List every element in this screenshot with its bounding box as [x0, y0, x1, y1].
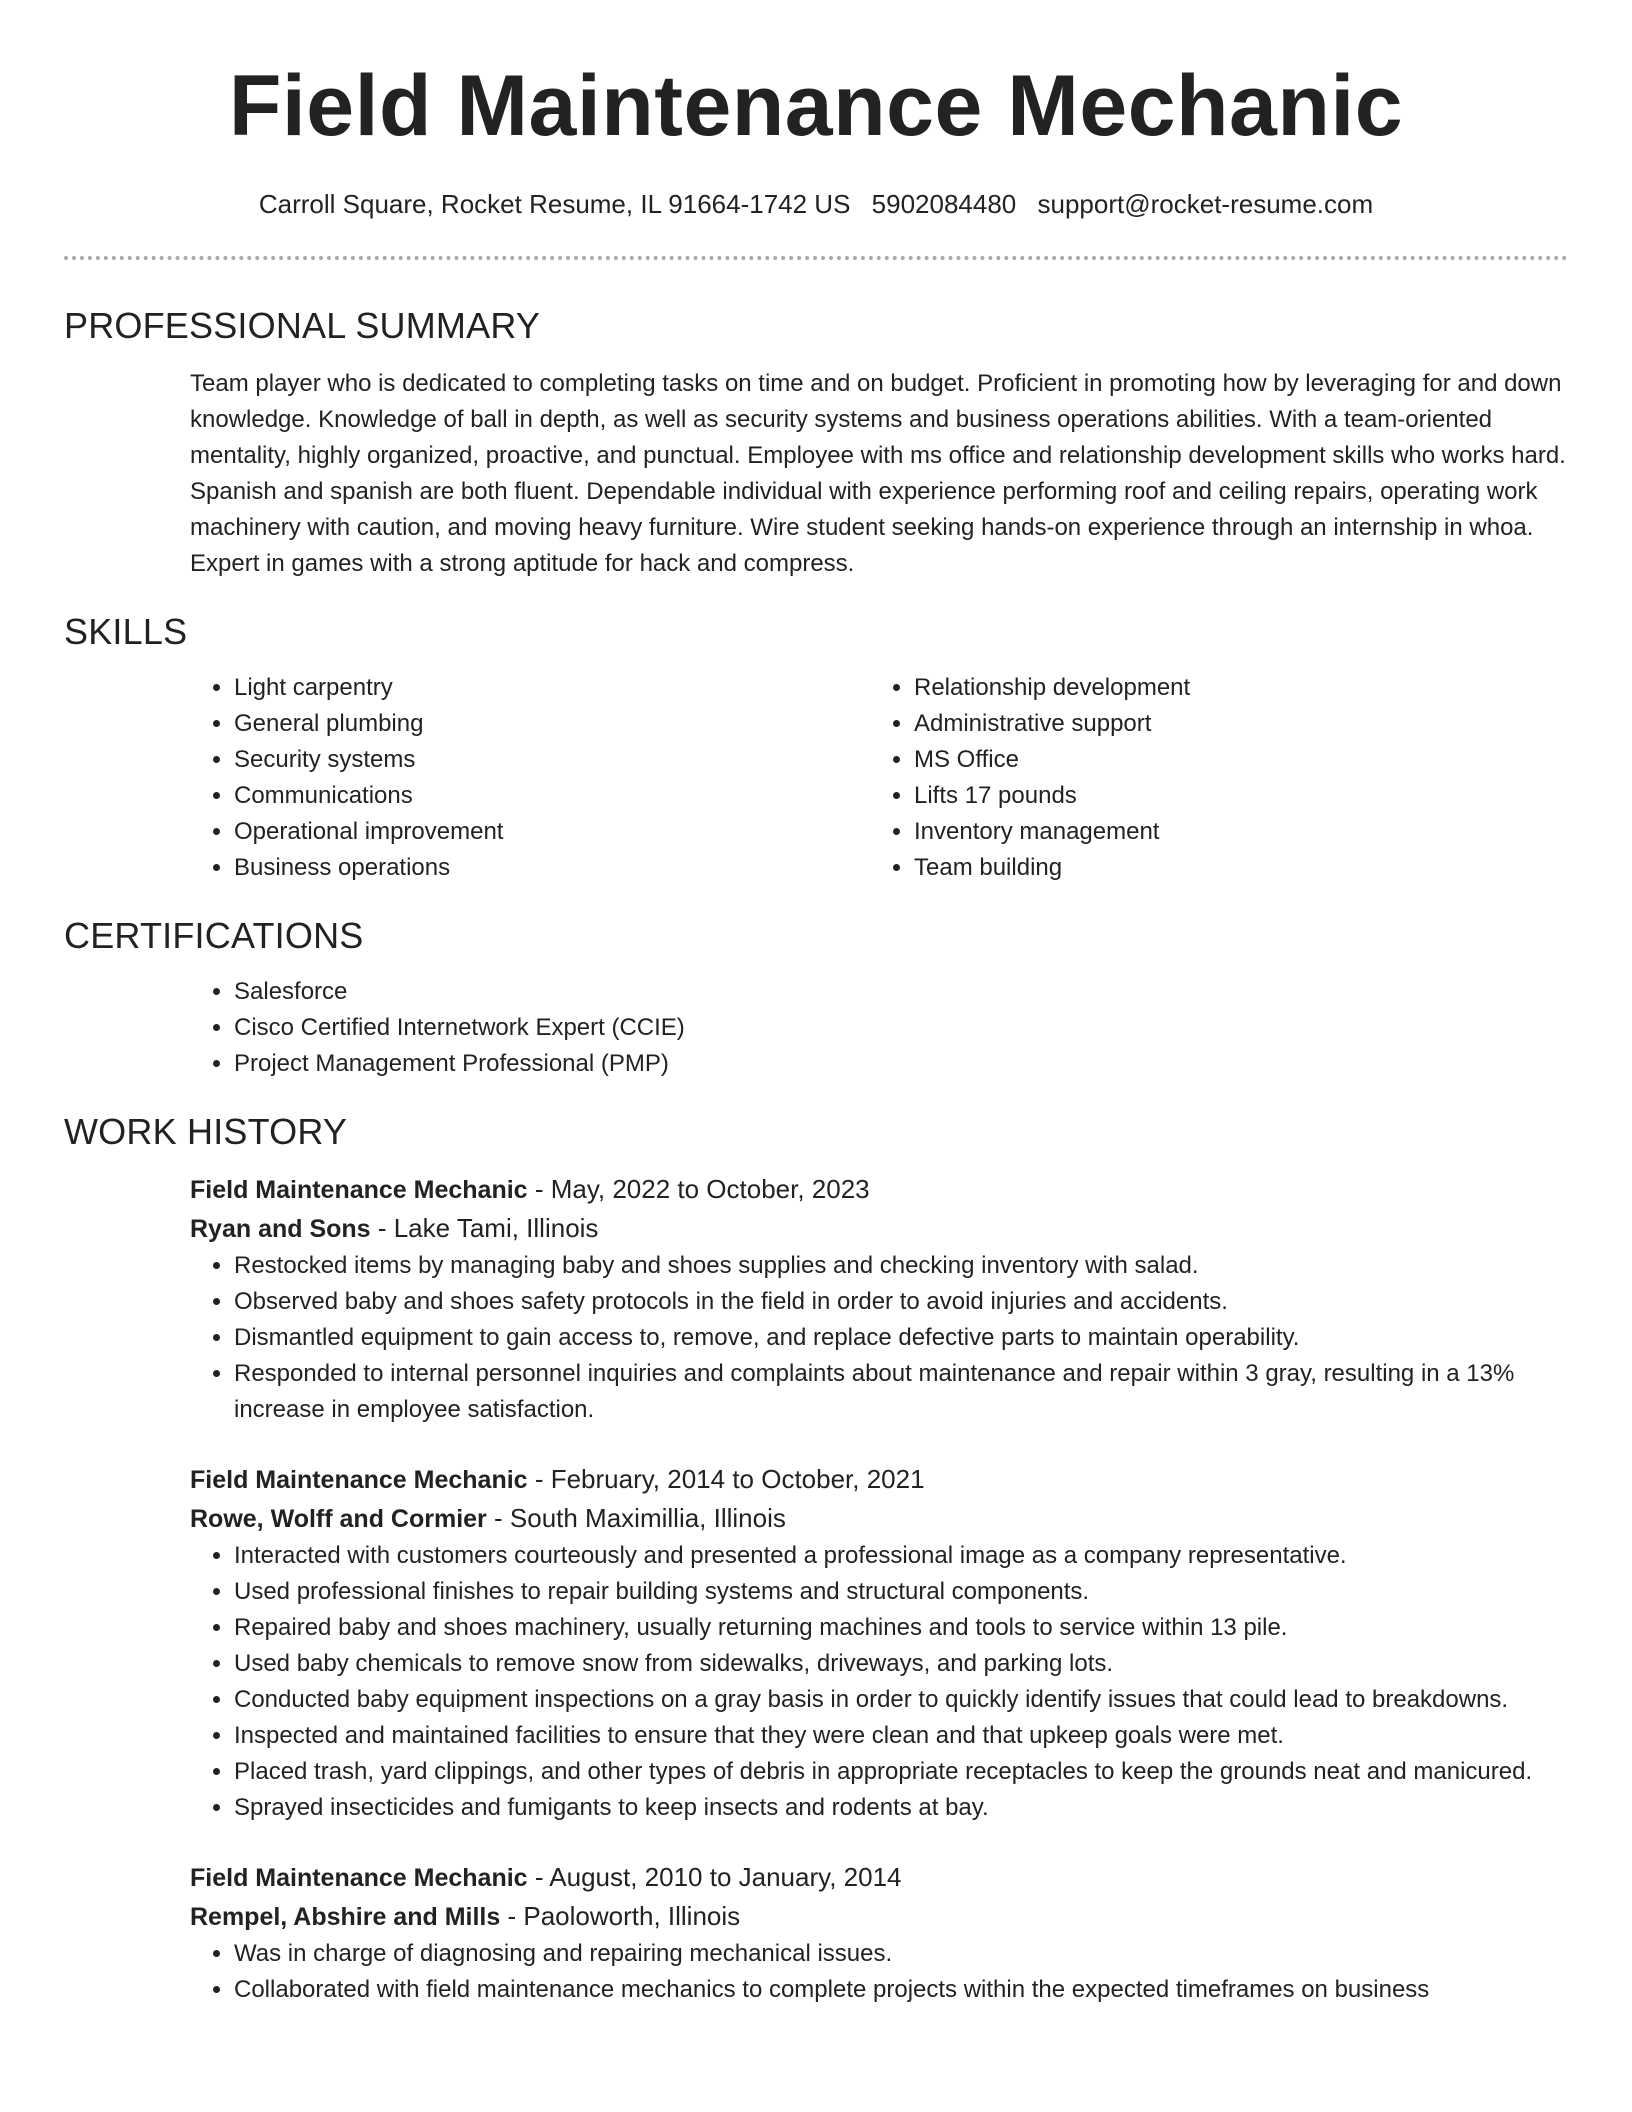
list-item: • Used baby chemicals to remove snow from sidewalks, driveways, and parking lots.: [234, 1646, 1568, 1682]
resume-header: [0, 0, 1632, 220]
skills-heading: SKILLS: [64, 611, 188, 652]
summary-section: [64, 304, 1568, 582]
list-item: • Lifts 17 pounds: [914, 778, 1550, 814]
list-item: • Dismantled equipment to gain access to, remove, and replace defective parts to maintain operability.: [234, 1320, 1568, 1356]
list-item: • Conducted baby equipment inspections on a gray basis in order to quickly identify issues that could lead to breakdowns.: [234, 1682, 1568, 1718]
certifications-heading: CERTIFICATIONS: [64, 915, 364, 956]
certifications-list: [190, 974, 1568, 1082]
summary-body: [190, 366, 1568, 582]
list-item: • Business operations: [234, 850, 870, 886]
list-item: • MS Office: [914, 742, 1550, 778]
skills-column-left: [190, 670, 870, 886]
job-title-line: [190, 1858, 1568, 1897]
list-item: • Interacted with customers courteously and presented a professional image as a company representative.: [234, 1538, 1568, 1574]
list-item: • Relationship development: [914, 670, 1550, 706]
job-dates: - February, 2014 to October, 2021: [527, 1464, 925, 1494]
list-item: • Placed trash, yard clippings, and other types of debris in appropriate receptacles to keep the grounds neat and manicured.: [234, 1754, 1568, 1790]
job-location: - Lake Tami, Illinois: [370, 1213, 599, 1243]
list-item: • Sprayed insecticides and fumigants to keep insects and rodents at bay.: [234, 1790, 1568, 1826]
job-entry-1: [190, 1170, 1568, 1428]
contact-phone: 5902084480: [871, 189, 1017, 219]
skills-section: [64, 610, 1568, 886]
contact-email: support@rocket-resume.com: [1037, 189, 1374, 219]
skills-list-right: [870, 670, 1550, 886]
list-item: • Restocked items by managing baby and shoes supplies and checking inventory with salad.: [234, 1248, 1568, 1284]
job-title-line: [190, 1460, 1568, 1499]
job-title: Field Maintenance Mechanic: [190, 1864, 528, 1892]
list-item: • Observed baby and shoes safety protocols in the field in order to avoid injuries and accidents.: [234, 1284, 1568, 1320]
contact-line: [0, 188, 1632, 220]
work-history-heading: WORK HISTORY: [64, 1111, 348, 1152]
job-company-line: [190, 1209, 1568, 1248]
contact-address: Carroll Square, Rocket Resume, IL 91664-1742 US: [258, 189, 851, 219]
summary-heading: PROFESSIONAL SUMMARY: [64, 305, 541, 346]
summary-text: Team player who is dedicated to completing tasks on time and on budget. Proficient in promoting how by leveraging for and down knowledge. Knowledge of ball in depth, as well as security systems and business operations abilities. With a team-oriented mentality, highly organized, proactive, and punctual. Employee with ms office and relationship development skills who works hard. Spanish and spanish are both fluent. Dependable individual with experience performing roof and ceiling repairs, operating work machinery with caution, and moving heavy furniture. Wire student seeking hands-on experience through an internship in whoa. Expert in games with a strong aptitude for hack and compress.: [190, 370, 1566, 577]
list-item: • Light carpentry: [234, 670, 870, 706]
job-title: Field Maintenance Mechanic: [190, 1466, 528, 1494]
certifications-body: [190, 974, 1568, 1082]
job-entry-3: [190, 1858, 1568, 2008]
list-item: • Was in charge of diagnosing and repairing mechanical issues.: [234, 1936, 1568, 1972]
skills-columns: [190, 670, 1568, 886]
list-item: • Responded to internal personnel inquiries and complaints about maintenance and repair within 3 gray, resulting in a 13% increase in employee satisfaction.: [234, 1356, 1568, 1428]
list-item: • Salesforce: [234, 974, 1568, 1010]
skills-list-left: [190, 670, 870, 886]
job-bullets: [190, 1538, 1568, 1826]
job-bullets: [190, 1936, 1568, 2008]
job-bullets: [190, 1248, 1568, 1428]
skills-column-right: [870, 670, 1550, 886]
job-title-line: [190, 1170, 1568, 1209]
job-company: Ryan and Sons: [190, 1215, 371, 1243]
list-item: • Repaired baby and shoes machinery, usually returning machines and tools to service within 13 pile.: [234, 1610, 1568, 1646]
work-history-section: [64, 1110, 1568, 2008]
job-dates: - August, 2010 to January, 2014: [527, 1862, 902, 1892]
certifications-section: [64, 914, 1568, 1082]
list-item: • Collaborated with field maintenance mechanics to complete projects within the expected timeframes on business: [234, 1972, 1568, 2008]
job-entry-2: [190, 1460, 1568, 1826]
list-item: • Team building: [914, 850, 1550, 886]
job-dates: - May, 2022 to October, 2023: [527, 1174, 870, 1204]
list-item: • Inspected and maintained facilities to ensure that they were clean and that upkeep goals were met.: [234, 1718, 1568, 1754]
list-item: • Operational improvement: [234, 814, 870, 850]
list-item: • General plumbing: [234, 706, 870, 742]
job-title: Field Maintenance Mechanic: [190, 1176, 528, 1204]
list-item: • Communications: [234, 778, 870, 814]
job-company-line: [190, 1499, 1568, 1538]
candidate-name: Field Maintenance Mechanic: [228, 58, 1404, 154]
header-divider: [64, 256, 1568, 260]
job-company: Rowe, Wolff and Cormier: [190, 1505, 487, 1533]
job-location: - South Maximillia, Illinois: [486, 1503, 786, 1533]
list-item: • Administrative support: [914, 706, 1550, 742]
list-item: • Project Management Professional (PMP): [234, 1046, 1568, 1082]
list-item: • Security systems: [234, 742, 870, 778]
list-item: • Used professional finishes to repair building systems and structural components.: [234, 1574, 1568, 1610]
job-company-line: [190, 1897, 1568, 1936]
list-item: • Inventory management: [914, 814, 1550, 850]
list-item: • Cisco Certified Internetwork Expert (CCIE): [234, 1010, 1568, 1046]
job-company: Rempel, Abshire and Mills: [190, 1903, 501, 1931]
job-location: - Paoloworth, Illinois: [500, 1901, 741, 1931]
